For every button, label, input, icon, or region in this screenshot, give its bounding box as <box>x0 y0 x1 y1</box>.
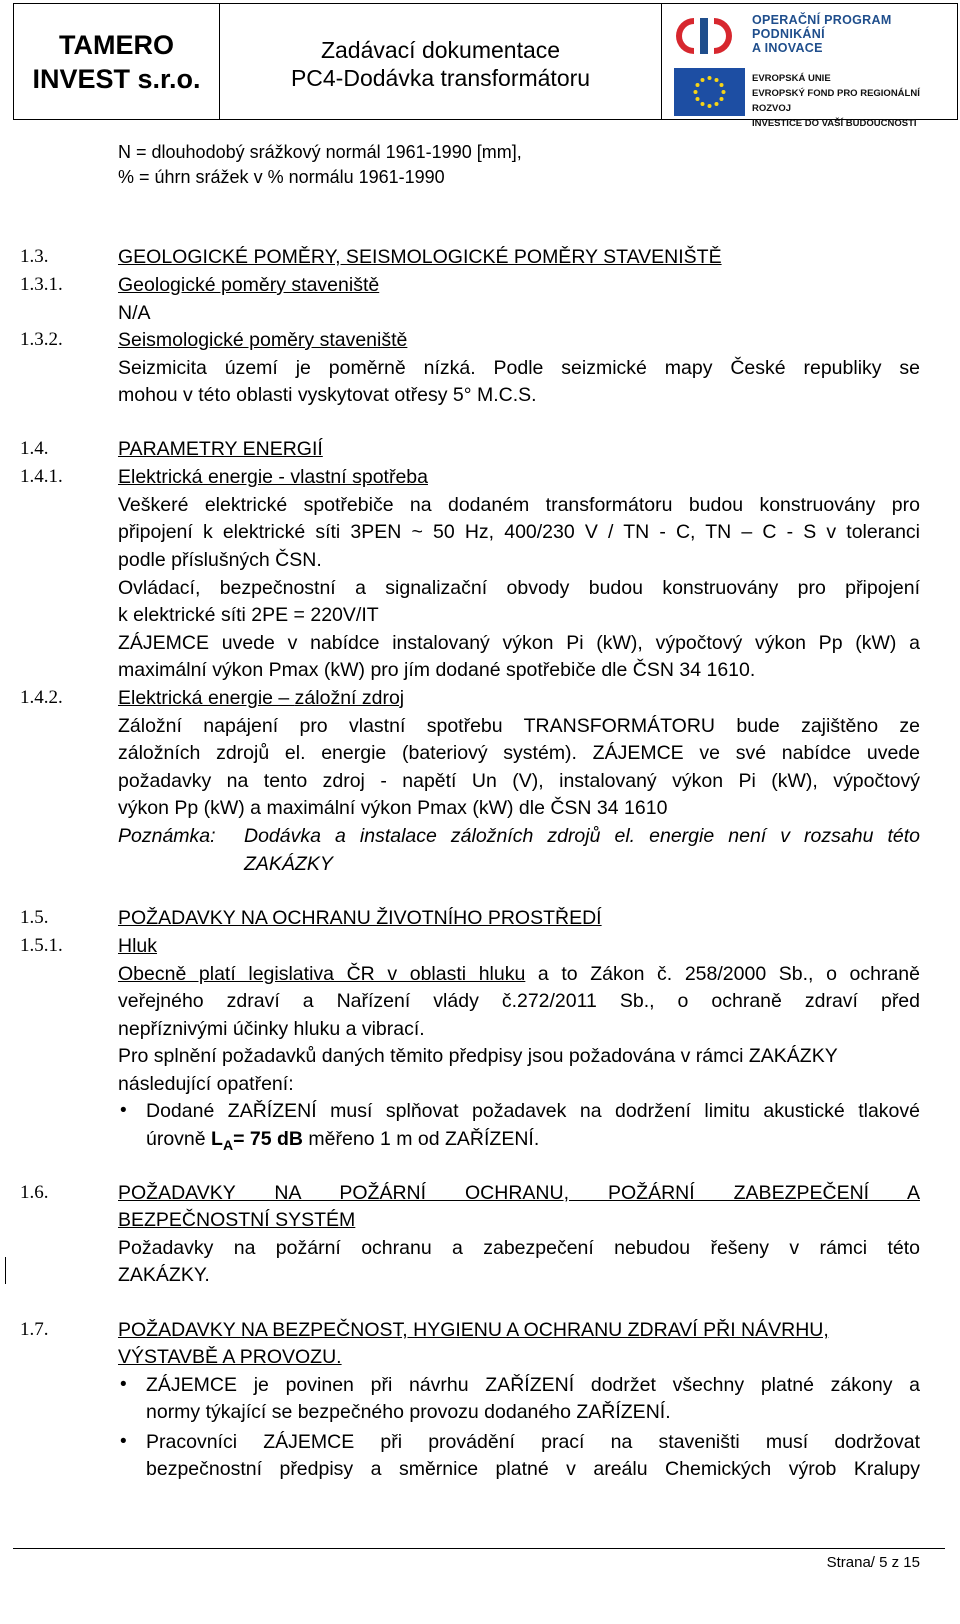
note-label: Poznámka: <box>118 825 216 847</box>
paragraph-line: Pro splnění požadavků daných těmito předpisy jsou požadována v rámci ZAKÁZKY <box>118 1045 838 1067</box>
op-line1: OPERAČNÍ PROGRAM <box>752 13 892 27</box>
section-heading: GEOLOGICKÉ POMĚRY, SEISMOLOGICKÉ POMĚRY STAVENIŠTĚ <box>118 246 722 268</box>
footer-divider <box>13 1548 945 1549</box>
section-number: 1.3.2. <box>20 329 63 350</box>
eu-line2: EVROPSKÝ FOND PRO REGIONÁLNÍ ROZVOJ <box>752 88 920 114</box>
paragraph-line: Požadavky na požární ochranu a zabezpečení nebudou řešeny v rámci této <box>118 1237 920 1259</box>
subsection-heading: Geologické poměry staveniště <box>118 274 380 296</box>
subsection-heading <box>118 684 404 712</box>
eu-line1: EVROPSKÁ UNIE <box>752 73 831 84</box>
company-name-line2: INVEST s.r.o. <box>32 63 201 94</box>
section-number: 1.3. <box>20 246 49 267</box>
document-title-line2: PC4-Dodávka transformátoru <box>290 64 591 91</box>
section-number: 1.5.1. <box>20 935 63 956</box>
paragraph-line: podle příslušných ČSN. <box>118 549 322 571</box>
eu-fund-text <box>752 71 957 131</box>
paragraph-line: ZAKÁZKY. <box>118 1264 210 1286</box>
bullet-text: normy týkající se bezpečného provozu dodaného ZAŘÍZENÍ. <box>146 1401 671 1423</box>
paragraph-line: výkon Pp (kW) a maximální výkon Pmax (kW) dle ČSN 34 1610 <box>118 797 668 819</box>
bullet-text-part: měřeno 1 m od ZAŘÍZENÍ. <box>303 1128 540 1150</box>
noise-symbol-subscript: A <box>222 1137 234 1153</box>
subsection-heading: Seismologické poměry staveniště <box>118 329 408 351</box>
intro-line-2: % = úhrn srážek v % normálu 1961-1990 <box>118 167 445 187</box>
op-pia-logo-icon <box>674 16 736 56</box>
bullet-text-part: úrovně <box>146 1128 212 1150</box>
paragraph-line: Ovládací, bezpečnostní a signalizační obvody budou konstruovány pro připojení <box>118 577 920 599</box>
section-number: 1.6. <box>20 1182 49 1203</box>
paragraph-line: Záložní napájení pro vlastní spotřebu TRANSFORMÁTORU bude zajištěno ze <box>118 715 920 737</box>
section-number: 1.7. <box>20 1319 49 1340</box>
paragraph-line: záložních zdrojů el. energie (bateriový systém). ZÁJEMCE ve své nabídce uvede <box>118 742 920 764</box>
section-number: 1.5. <box>20 907 49 928</box>
document-title <box>220 4 662 119</box>
page-number: Strana/ 5 z 15 <box>826 1554 920 1571</box>
paragraph-line: nepříznivými účinky hluku a vibrací. <box>118 1018 425 1040</box>
section-number: 1.4.1. <box>20 466 63 487</box>
note-text: Dodávka a instalace záložních zdrojů el. energie není v rozsahu této <box>244 825 920 847</box>
bullet-icon: • <box>120 1374 127 1395</box>
paragraph-line: maximální výkon Pmax (kW) pro jím dodané spotřebiče dle ČSN 34 1610. <box>118 659 756 681</box>
section-heading: PARAMETRY ENERGIÍ <box>118 438 323 460</box>
paragraph-line: N/A <box>118 302 151 324</box>
section-heading: POŽADAVKY NA BEZPEČNOST, HYGIENU A OCHRANU ZDRAVÍ PŘI NÁVRHU, <box>118 1319 829 1341</box>
bullet-icon: • <box>120 1431 127 1452</box>
company-name <box>14 4 220 119</box>
bullet-text: Dodané ZAŘÍZENÍ musí splňovat požadavek na dodržení limitu akustické tlakové <box>146 1100 920 1122</box>
paragraph-line <box>118 960 920 988</box>
paragraph-line: připojení k elektrické síti 3PEN ~ 50 Hz, 400/230 V / TN - C, TN – C - S v toleranci <box>118 521 920 543</box>
company-name-line1: TAMERO <box>59 29 174 60</box>
section-number: 1.4. <box>20 438 49 459</box>
section-heading: BEZPEČNOSTNÍ SYSTÉM <box>118 1209 356 1231</box>
bullet-text: bezpečnostní předpisy a směrnice platné v areálu Chemických výrob Kralupy <box>146 1458 920 1480</box>
intro-line-1: N = dlouhodobý srážkový normál 1961-1990 [mm], <box>118 142 522 162</box>
section-heading: POŽADAVKY NA OCHRANU ŽIVOTNÍHO PROSTŘEDÍ <box>118 907 602 929</box>
paragraph-line: Veškeré elektrické spotřebiče na dodaném transformátoru budou konstruovány pro <box>118 494 920 516</box>
bullet-text <box>146 1125 539 1159</box>
paragraph-line: požadavky na tento zdroj - napětí Un (V), instalovaný výkon Pi (kW), výpočtový <box>118 770 920 792</box>
page-header <box>13 3 958 129</box>
paragraph-line: Seizmicita území je poměrně nízká. Podle seizmické mapy České republiky se <box>118 357 920 379</box>
subsection-heading: Elektrická energie - vlastní spotřeba <box>118 466 428 488</box>
legislation-reference: Obecně platí legislativa ČR v oblasti hluku <box>118 963 526 985</box>
change-bar <box>5 1257 6 1284</box>
op-line2: PODNIKÁNÍ <box>752 27 825 41</box>
section-number: 1.4.2. <box>20 687 63 708</box>
op-program-name <box>752 13 892 55</box>
program-logos <box>662 4 957 129</box>
noise-limit-value: = 75 dB <box>233 1128 304 1150</box>
paragraph-line: mohou v této oblasti vyskytovat otřesy 5° M.C.S. <box>118 384 537 406</box>
bullet-text: Pracovníci ZÁJEMCE při provádění prací na staveništi musí dodržovat <box>146 1431 920 1453</box>
paragraph-line: následující opatření: <box>118 1073 294 1095</box>
document-title-line1: Zadávací dokumentace <box>320 36 561 63</box>
paragraph-line: ZÁJEMCE uvede v nabídce instalovaný výkon Pi (kW), výpočtový výkon Pp (kW) a <box>118 632 920 654</box>
note-text: ZAKÁZKY <box>244 853 333 875</box>
paragraph-text: a to Zákon č. 258/2000 Sb., o ochraně <box>525 963 920 985</box>
subsection-heading-part: záložní zdroj <box>294 687 405 709</box>
bullet-icon: • <box>120 1100 127 1121</box>
subsection-heading-part: Elektrická energie – <box>118 687 295 709</box>
subsection-heading: Hluk <box>118 935 158 957</box>
section-number: 1.3.1. <box>20 274 63 295</box>
eu-flag-icon <box>674 68 745 116</box>
noise-symbol: L <box>211 1128 223 1150</box>
paragraph-line: k elektrické síti 2PE = 220V/IT <box>118 604 379 626</box>
section-heading: VÝSTAVBĚ A PROVOZU. <box>118 1346 342 1368</box>
section-heading: POŽADAVKY NA POŽÁRNÍ OCHRANU, POŽÁRNÍ ZABEZPEČENÍ A <box>118 1182 920 1204</box>
paragraph-line: veřejného zdraví a Nařízení vlády č.272/2011 Sb., o ochraně zdraví před <box>118 990 920 1012</box>
op-line3: A INOVACE <box>752 41 823 55</box>
bullet-text: ZÁJEMCE je povinen při návrhu ZAŘÍZENÍ dodržet všechny platné zákony a <box>146 1374 920 1396</box>
eu-line3: INVESTICE DO VAŠÍ BUDOUCNOSTI <box>752 118 917 129</box>
